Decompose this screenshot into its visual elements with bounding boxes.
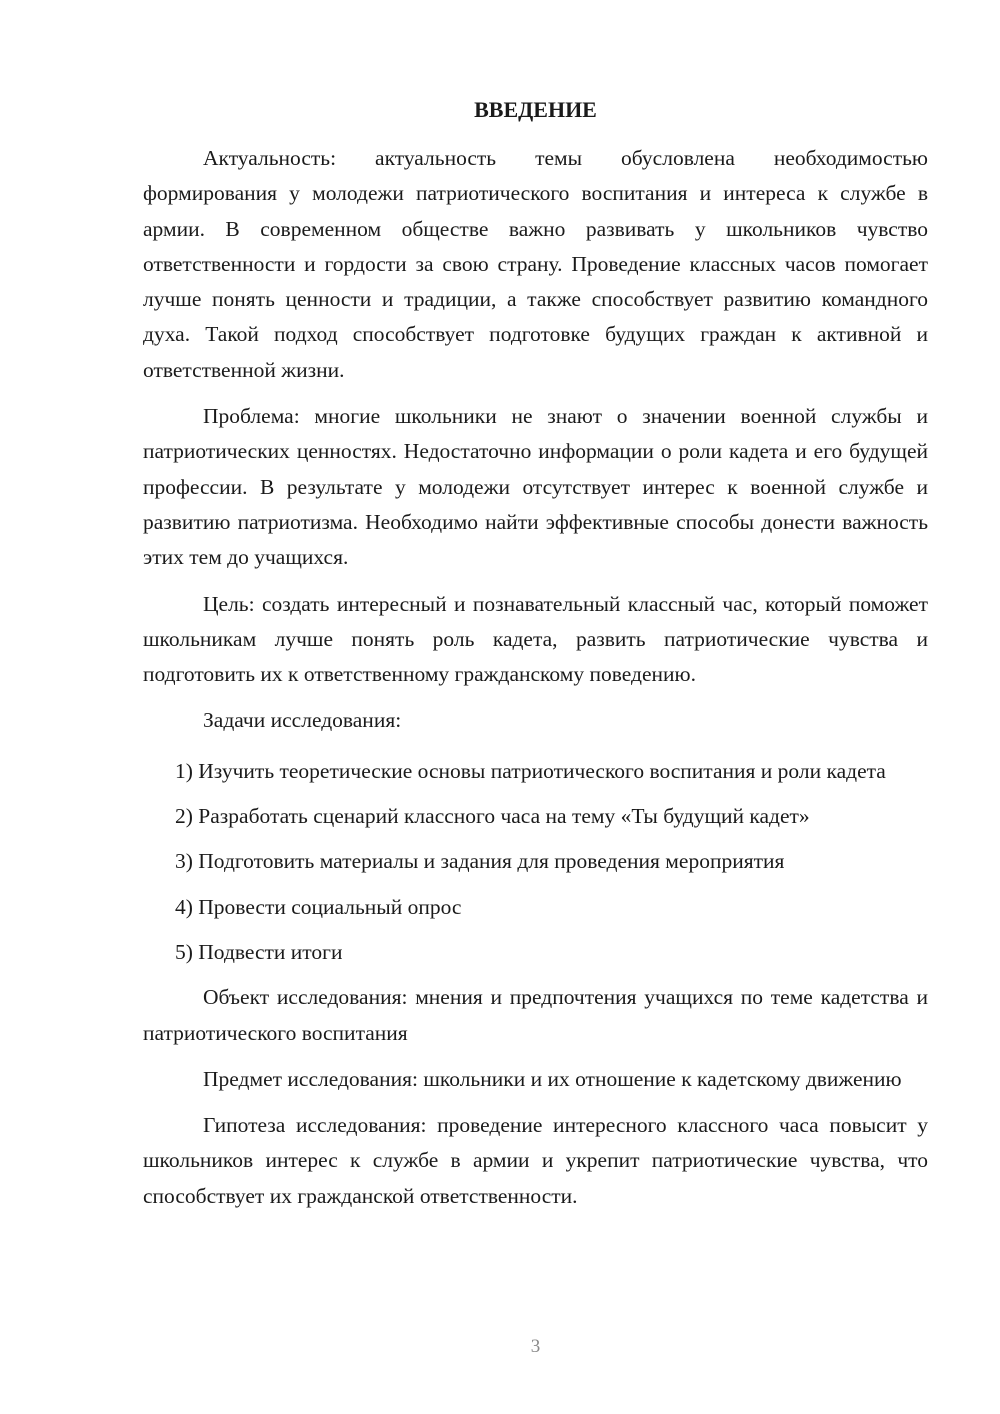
list-item: 3) Подготовить материалы и задания для проведения мероприятия [175, 849, 785, 874]
list-item: 4) Провести социальный опрос [175, 894, 462, 919]
relevance-paragraph: Актуальность: актуальность темы обусловлена необходимостью формирования у молодежи патриотического воспитания и интереса к службе в армии. В современном обществе важно развивать у школьников чувство ответственности и гордости за свою страну. Проведение классных часов помогает лучше понять ценности и традиции, а также способствует развитию командного духа. Такой подход способствует подготовке будущих граждан к активной и ответственной жизни. [143, 146, 928, 382]
subject-paragraph: Предмет исследования: школьники и их отношение к кадетскому движению [203, 1066, 902, 1091]
document-body [143, 141, 928, 1225]
object-paragraph: Объект исследования: мнения и предпочтения учащихся по теме кадетства и патриотического воспитания [143, 985, 928, 1045]
document-page [143, 0, 928, 1414]
page-number: 3 [530, 1336, 541, 1357]
page-title: ВВЕДЕНИЕ [474, 97, 597, 122]
tasks-heading: Задачи исследования: [203, 708, 402, 733]
list-item: 2) Разработать сценарий классного часа на тему «Ты будущий кадет» [175, 804, 810, 829]
goal-paragraph: Цель: создать интересный и познавательный классный час, который поможет школьникам лучше понять роль кадета, развить патриотические чувства и подготовить их к ответственному гражданскому поведению. [143, 591, 928, 687]
list-item: 1) Изучить теоретические основы патриотического воспитания и роли кадета [175, 758, 886, 783]
list-item: 5) Подвести итоги [175, 939, 343, 964]
problem-paragraph: Проблема: многие школьники не знают о значении военной службы и патриотических ценностях. Недостаточно информации о роли кадета и его будущей профессии. В результате у молодежи отсутствует интерес к военной службе и развитию патриотизма. Необходимо найти эффективные способы донести важность этих тем до учащихся. [143, 404, 928, 570]
hypothesis-paragraph: Гипотеза исследования: проведение интересного классного часа повысит у школьников интерес к службе в армии и укрепит патриотические чувства, что способствует их гражданской ответственности. [143, 1113, 928, 1208]
